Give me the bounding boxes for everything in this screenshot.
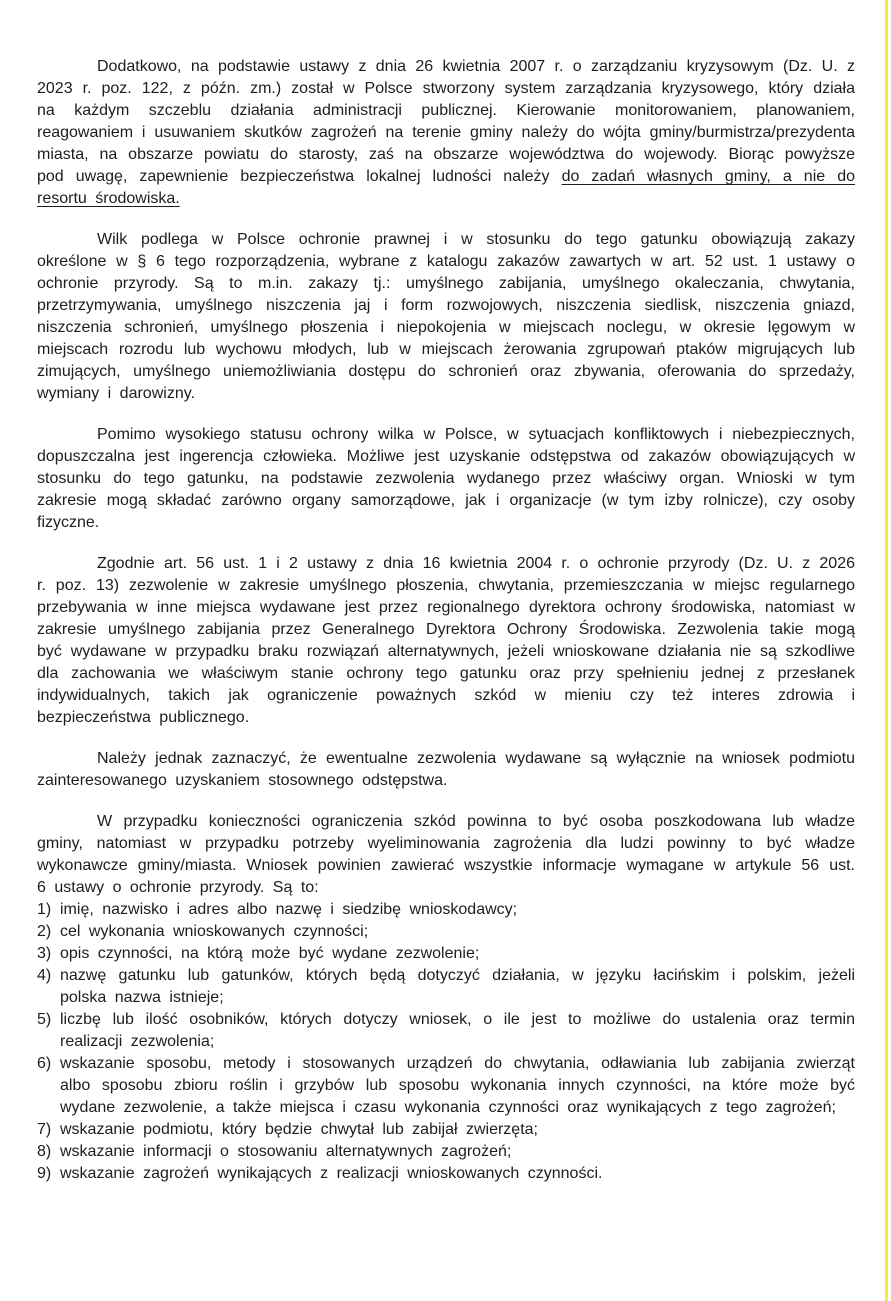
list-item-text: wskazanie informacji o stosowaniu alternatywnych zagrożeń;	[60, 1143, 512, 1160]
paragraph-human-intervention: Pomimo wysokiego statusu ochrony wilka w Polsce, w sytuacjach konfliktowych i niebezpiecznych, dopuszczalna jest ingerencja człowieka. Możliwe jest uzyskanie odstępstwa od zakazów obowiązujących w stosunku do tego gatunku, na podstawie zezwolenia wydanego przez właściwy organ. Wnioski w tym zakresie mogą składać zarówno organy samorządowe, jak i organizacje (w tym izby rolnicze), czy osoby fizyczne.	[37, 426, 855, 531]
paragraph-text: Dodatkowo, na podstawie ustawy z dnia 26 kwietnia 2007 r. o zarządzaniu kryzysowym (Dz. U. z 2023 r. poz. 122, z późn. zm.) został w Polsce stworzony system zarządzania kryzysowego, który działa na każdym szczeblu działania administracji publicznej. Kierowanie monitorowaniem, planowaniem, reagowaniem i usuwaniem skutków zagrożeń na terenie gminy należy do wójta gminy/burmistrza/prezydenta miasta, na obszarze powiatu do starosty, zaś na obszarze województwa do wojewody. Biorąc powyższe pod uwagę, zapewnienie bezpieczeństwa lokalnej ludności należy	[37, 58, 855, 185]
paragraph-permits: Zgodnie art. 56 ust. 1 i 2 ustawy z dnia 16 kwietnia 2004 r. o ochronie przyrody (Dz. U. z 2026 r. poz. 13) zezwolenie w zakresie umyślnego płoszenia, chwytania, przemieszczania w miejsc regularnego przebywania w inne miejsca wydawane jest przez regionalnego dyrektora ochrony środowiska, natomiast w zakresie umyślnego zabijania przez Generalnego Dyrektora Ochrony Środowiska. Zezwolenia takie mogą być wydawane w przypadku braku rozwiązań alternatywnych, jeżeli wnioskowane działania nie są szkodliwe dla zachowania we właściwym stanie ochrony tego gatunku oraz przy spełnieniu jednej z przesłanek indywidualnych, takich jak ograniczenie poważnych szkód w mieniu czy też interes zdrowia i bezpieczeństwa publicznego.	[37, 555, 855, 726]
list-item-marker: 8)	[37, 1143, 52, 1160]
list-item	[37, 1163, 855, 1185]
list-item	[37, 965, 855, 1009]
list-item	[37, 943, 855, 965]
paragraph-crisis-management	[37, 56, 855, 210]
list-item-text: opis czynności, na którą może być wydane zezwolenie;	[60, 945, 480, 962]
list-item-marker: 2)	[37, 923, 52, 940]
application-requirements-list	[37, 899, 855, 1185]
list-item-text: wskazanie podmiotu, który będzie chwytał lub zabijał zwierzęta;	[60, 1121, 538, 1138]
list-item-text: imię, nazwisko i adres albo nazwę i siedzibę wnioskodawcy;	[60, 901, 518, 918]
list-item-marker: 9)	[37, 1165, 52, 1182]
list-item	[37, 1141, 855, 1163]
list-item	[37, 1053, 855, 1119]
list-item	[37, 899, 855, 921]
list-item	[37, 921, 855, 943]
paragraph-application-requirements: W przypadku konieczności ograniczenia szkód powinna to być osoba poszkodowana lub władze gminy, natomiast w przypadku potrzeby wyeliminowania zagrożenia dla ludzi powinny to być władze wykonawcze gminy/miasta. Wniosek powinien zawierać wszystkie informacje wymagane w artykule 56 ust. 6 ustawy o ochronie przyrody. Są to:	[37, 813, 855, 896]
list-item-text: nazwę gatunku lub gatunków, których będą dotyczyć działania, w języku łacińskim i polskim, jeżeli polska nazwa istnieje;	[60, 967, 855, 1006]
list-item-text: cel wykonania wnioskowanych czynności;	[60, 923, 369, 940]
list-item-text: liczbę lub ilość osobników, których dotyczy wniosek, o ile jest to możliwe do ustalenia oraz termin realizacji zezwolenia;	[60, 1011, 855, 1050]
list-item-marker: 4)	[37, 967, 52, 984]
list-item-marker: 7)	[37, 1121, 52, 1138]
document-content	[37, 56, 855, 1185]
underlined-phrase: do zadań własnych gminy, a nie do resortu środowiska.	[37, 168, 855, 207]
list-item-marker: 5)	[37, 1011, 52, 1028]
list-item-text: wskazanie zagrożeń wynikających z realizacji wnioskowanych czynności.	[60, 1165, 603, 1182]
list-item	[37, 1009, 855, 1053]
paragraph-request-only: Należy jednak zaznaczyć, że ewentualne zezwolenia wydawane są wyłącznie na wniosek podmiotu zainteresowanego uzyskaniem stosownego odstępstwa.	[37, 750, 855, 789]
list-item-marker: 3)	[37, 945, 52, 962]
list-item-marker: 1)	[37, 901, 52, 918]
page-right-edge-highlight-line	[885, 0, 888, 1301]
list-item-text: wskazanie sposobu, metody i stosowanych urządzeń do chwytania, odławiania lub zabijania zwierząt albo sposobu zbioru roślin i grzybów lub sposobu wykonania innych czynności, na które może być wydane zezwolenie, a także miejsca i czasu wykonania czynności oraz wynikających z tego zagrożeń;	[60, 1055, 855, 1116]
list-item-marker: 6)	[37, 1055, 52, 1072]
paragraph-wolf-protection: Wilk podlega w Polsce ochronie prawnej i w stosunku do tego gatunku obowiązują zakazy określone w § 6 tego rozporządzenia, wybrane z katalogu zakazów zawartych w art. 52 ust. 1 ustawy o ochronie przyrody. Są to m.in. zakazy tj.: umyślnego zabijania, umyślnego okaleczania, chwytania, przetrzymywania, umyślnego niszczenia jaj i form rozwojowych, niszczenia siedlisk, niszczenia gniazd, niszczenia schronień, umyślnego płoszenia i niepokojenia w miejscach noclegu, w okresie lęgowym w miejscach rozrodu lub wychowu młodych, lub w miejscach żerowania zgrupowań ptaków migrujących lub zimujących, umyślnego uniemożliwiania dostępu do schronień oraz zbywania, oferowania do sprzedaży, wymiany i darowizny.	[37, 231, 855, 402]
list-item	[37, 1119, 855, 1141]
